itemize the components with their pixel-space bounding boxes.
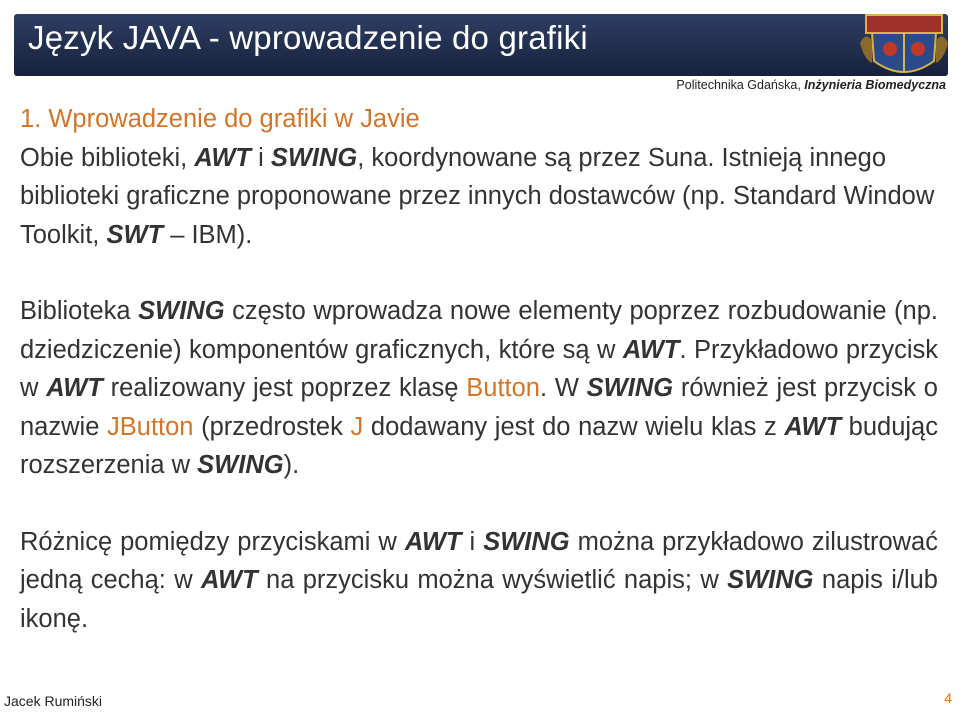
page-number: 4 <box>944 690 952 706</box>
paragraph-1: Obie biblioteki, AWT i SWING, koordynowane są przez Suna. Istnieją innego biblioteki graficzne proponowane przez innych dostawców (np. Standard Window Toolkit, SWT – IBM). <box>20 143 935 249</box>
section-heading: 1. Wprowadzenie do grafiki w Javie <box>20 105 420 133</box>
slide-title: Język JAVA - wprowadzenie do grafiki <box>28 19 588 56</box>
paragraph-3: Różnicę pomiędzy przyciskami w AWT i SWING można przykładowo zilustrować jedną cechą: w AWT na przycisku można wyświetlić napis; w SWING napis i/lub ikonę. <box>20 527 938 633</box>
paragraph-2: Biblioteka SWING często wprowadza nowe elementy poprzez rozbudowanie (np. dziedziczenie) komponentów graficznych, które są w AWT. Przykładowo przycisk w AWT realizowany jest poprzez klasę Button. W SWING również jest przycisk o nazwie JButton (przedrostek J dodawany jest do nazw wielu klas z AWT budując rozszerzenia w SWING). <box>20 297 938 479</box>
slide-content <box>20 100 938 638</box>
affiliation: Politechnika Gdańska, Inżynieria Biomedyczna <box>676 78 946 92</box>
footer-author: Jacek Rumiński <box>4 693 103 709</box>
university-crest-icon <box>858 13 950 83</box>
